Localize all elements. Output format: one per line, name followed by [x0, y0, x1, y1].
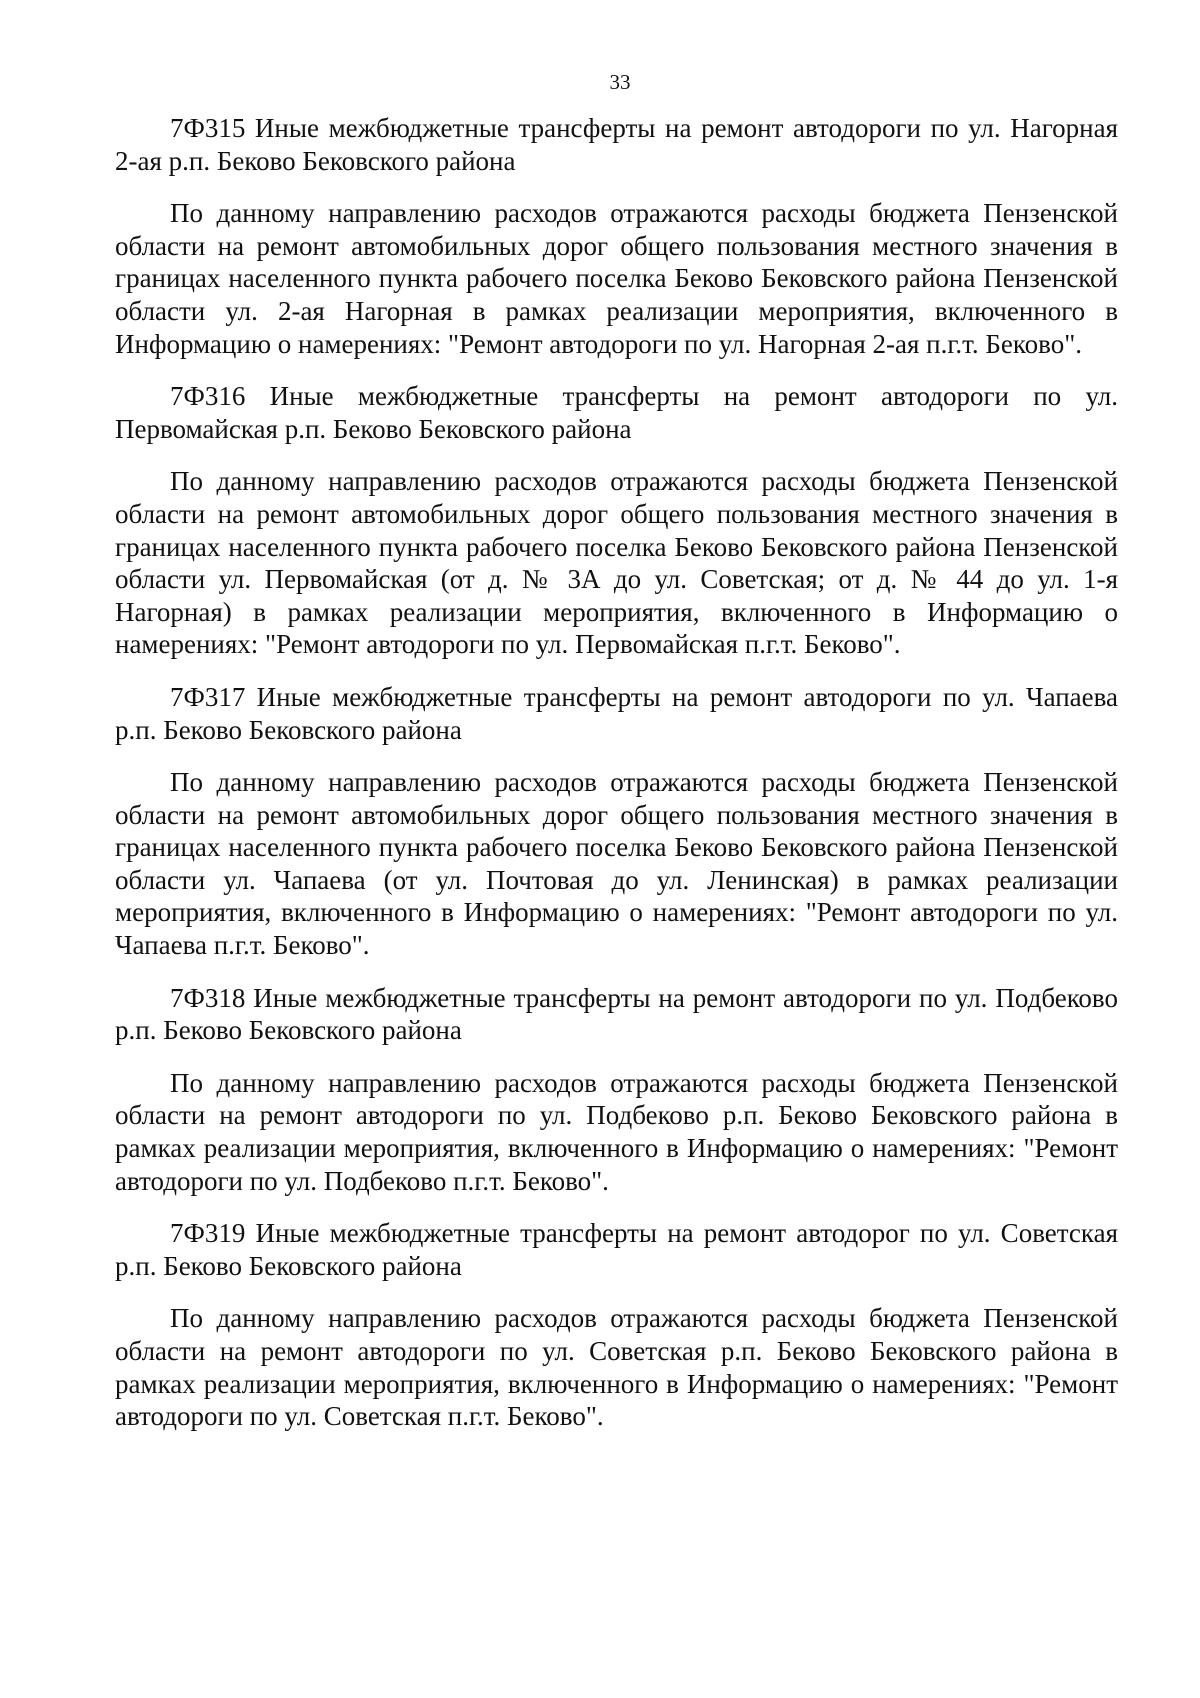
page-number: 33: [609, 70, 631, 94]
section-heading: 7Ф317 Иные межбюджетные трансферты на ремонт автодороги по ул. Чапаева р.п. Беково Бековского района: [115, 681, 1118, 745]
document-body: [115, 112, 1118, 1453]
section-7f318: [115, 982, 1118, 1198]
section-7f319: [115, 1217, 1118, 1433]
section-7f315: [115, 112, 1118, 360]
section-paragraph: По данному направлению расходов отражаются расходы бюджета Пензенской области на ремонт автомобильных дорог общего пользования местного значения в границах населенного пункта рабочего поселка Беково Бековского района Пензенской области ул. Чапаева (от ул. Почтовая до ул. Ленинская) в рамках реализации мероприятия, включенного в Информацию о намерениях: "Ремонт автодороги по ул. Чапаева п.г.т. Беково".: [115, 767, 1118, 961]
section-heading: 7Ф319 Иные межбюджетные трансферты на ремонт автодорог по ул. Советская р.п. Беково Бековского района: [115, 1218, 1118, 1281]
section-heading: 7Ф316 Иные межбюджетные трансферты на ремонт автодороги по ул. Первомайская р.п. Беково Бековского района: [115, 381, 1118, 444]
section-paragraph: По данному направлению расходов отражаются расходы бюджета Пензенской области на ремонт автодороги по ул. Советская р.п. Беково Бековского района в рамках реализации мероприятия, включенного в Информацию о намерениях: "Ремонт автодороги по ул. Советская п.г.т. Беково".: [115, 1303, 1118, 1432]
section-paragraph: По данному направлению расходов отражаются расходы бюджета Пензенской области на ремонт автодороги по ул. Подбеково р.п. Беково Бековского района в рамках реализации мероприятия, включенного в Информацию о намерениях: "Ремонт автодороги по ул. Подбеково п.г.т. Беково".: [115, 1067, 1118, 1196]
section-7f316: [115, 380, 1118, 661]
section-heading: 7Ф318 Иные межбюджетные трансферты на ремонт автодороги по ул. Подбеково р.п. Беково Бековского района: [115, 982, 1118, 1046]
section-7f317: [115, 681, 1118, 962]
section-heading: 7Ф315 Иные межбюджетные трансферты на ремонт автодороги по ул. Нагорная 2-ая р.п. Беково Бековского района: [115, 113, 1118, 176]
section-paragraph: По данному направлению расходов отражаются расходы бюджета Пензенской области на ремонт автомобильных дорог общего пользования местного значения в границах населенного пункта рабочего поселка Беково Бековского района Пензенской области ул. Первомайская (от д. № 3А до ул. Советская; от д. № 44 до ул. 1-я Нагорная) в рамках реализации мероприятия, включенного в Информацию о намерениях: "Ремонт автодороги по ул. Первомайская п.г.т. Беково".: [115, 466, 1118, 660]
section-paragraph: По данному направлению расходов отражаются расходы бюджета Пензенской области на ремонт автомобильных дорог общего пользования местного значения в границах населенного пункта рабочего поселка Беково Бековского района Пензенской области ул. 2-ая Нагорная в рамках реализации мероприятия, включенного в Информацию о намерениях: "Ремонт автодороги по ул. Нагорная 2-ая п.г.т. Беково".: [115, 198, 1118, 359]
